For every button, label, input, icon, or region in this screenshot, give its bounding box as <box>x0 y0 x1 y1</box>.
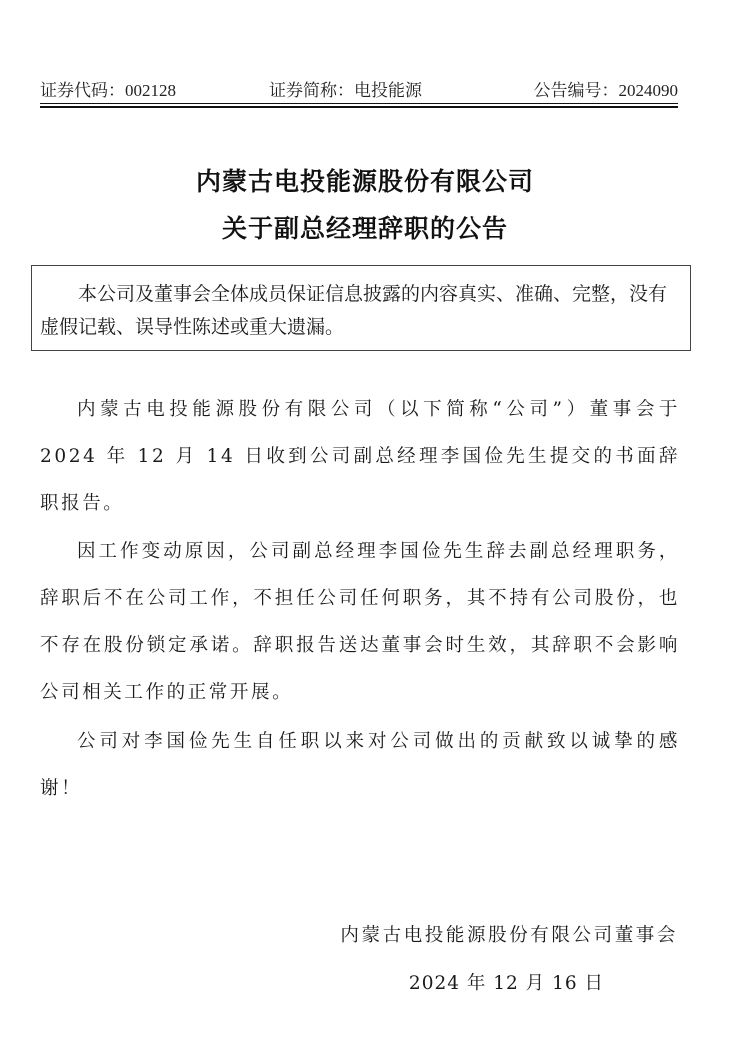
document-title-company: 内蒙古电投能源股份有限公司 <box>195 167 534 196</box>
signature-date: 2024 年 12 月 16 日 <box>408 973 604 994</box>
signature-organization: 内蒙古电投能源股份有限公司董事会 <box>340 925 678 946</box>
stock-code: 证券代码：002128 <box>40 81 176 100</box>
paragraph-text: 公司对李国俭先生自任职以来对公司做出的贡献致以诚挚的感谢！ <box>40 731 680 799</box>
disclosure-statement-box <box>31 265 691 351</box>
document-header <box>40 80 678 102</box>
header-double-rule <box>40 103 678 108</box>
paragraph-text: 内蒙古电投能源股份有限公司（以下简称“公司”）董事会于2024 年 12 月 14 日收到公司副总经理李国俭先生提交的书面辞职报告。 <box>40 399 680 514</box>
body-paragraph-1 <box>40 386 680 527</box>
body-paragraph-2 <box>40 528 680 716</box>
paragraph-text: 因工作变动原因，公司副总经理李国俭先生辞去副总经理职务，辞职后不在公司工作，不担任公司任何职务，其不持有公司股份，也不存在股份锁定承诺。辞职报告送达董事会时生效，其辞职不会影响公司相关工作的正常开展。 <box>40 541 680 703</box>
announcement-number: 公告编号：2024090 <box>533 81 678 100</box>
document-title-subject: 关于副总经理辞职的公告 <box>221 214 508 243</box>
stock-short-name: 证券简称：电投能源 <box>269 81 422 100</box>
disclosure-statement-text: 本公司及董事会全体成员保证信息披露的内容真实、准确、完整，没有虚假记载、误导性陈述或重大遗漏。 <box>40 283 668 338</box>
body-paragraph-3 <box>40 718 680 812</box>
